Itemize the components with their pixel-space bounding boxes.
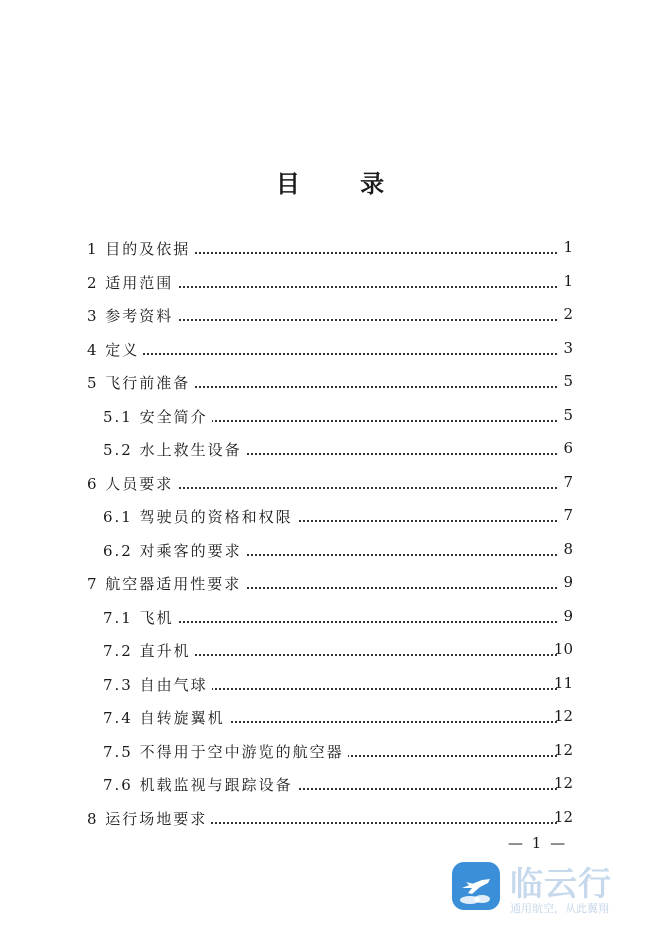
toc-entry-page: 1 — [563, 271, 573, 290]
toc-row — [0, 233, 660, 263]
toc-entry-label: 5.1 安全简介 — [103, 406, 212, 427]
toc-entry-label: 6 人员要求 — [87, 473, 177, 494]
page-number: — 1 — — [508, 834, 568, 852]
toc-entry-label: 2 适用范围 — [87, 272, 177, 293]
toc-row — [0, 401, 660, 431]
toc-entry-page: 10 — [553, 640, 573, 658]
toc-row — [0, 367, 660, 397]
toc-entry-label: 6.2 对乘客的要求 — [103, 540, 246, 561]
toc-row — [0, 702, 660, 732]
watermark-slogan: 通用航空，从此翼翔 — [510, 902, 609, 915]
toc-entry-label: 7.5 不得用于空中游览的航空器 — [103, 741, 348, 762]
toc-entry-page: 2 — [563, 305, 573, 323]
toc-entry-page: 12 — [553, 807, 573, 826]
toc-entry-page: 5 — [563, 372, 573, 390]
toc-entry-page: 9 — [563, 606, 573, 625]
toc-entry-label: 7.1 飞机 — [103, 607, 178, 628]
toc-leader-dots — [87, 353, 557, 355]
toc-entry-page: 6 — [563, 439, 573, 457]
toc-row — [0, 434, 660, 464]
toc-row — [0, 803, 660, 833]
toc-entry-label: 5 飞行前准备 — [87, 372, 194, 393]
toc-entry-page: 7 — [563, 472, 573, 491]
toc-entry-page: 8 — [563, 539, 573, 558]
watermark — [452, 856, 652, 926]
toc-entry-page: 12 — [553, 740, 573, 759]
toc-entry-label: 7.3 自由气球 — [103, 674, 212, 695]
toc-entry-page: 1 — [563, 238, 573, 256]
toc-entry-label: 4 定义 — [87, 339, 143, 360]
toc-row — [0, 300, 660, 330]
toc-entry-label: 7 航空器适用性要求 — [87, 573, 245, 594]
toc-entry-label: 7.6 机载监视与跟踪设备 — [103, 774, 297, 795]
toc-entry-page: 12 — [553, 774, 573, 792]
toc-entry-label: 3 参考资料 — [87, 305, 177, 326]
page-title: 目 录 — [275, 170, 411, 198]
toc-entry-page: 3 — [563, 338, 573, 357]
toc-row — [0, 602, 660, 632]
airplane-cloud-icon — [452, 862, 500, 910]
toc-row — [0, 635, 660, 665]
toc-entry-label: 1 目的及依据 — [87, 238, 194, 259]
toc-entry-page: 7 — [563, 506, 573, 524]
toc-entry-label: 7.4 自转旋翼机 — [103, 707, 229, 728]
toc-row — [0, 334, 660, 364]
toc-row — [0, 501, 660, 531]
toc-row — [0, 568, 660, 598]
toc-row — [0, 535, 660, 565]
toc-row — [0, 769, 660, 799]
toc-entry-label: 7.2 直升机 — [103, 640, 195, 661]
toc-entry-page: 12 — [553, 707, 573, 725]
toc-entry-label: 6.1 驾驶员的资格和权限 — [103, 506, 297, 527]
toc-row — [0, 267, 660, 297]
watermark-brand: 临云行 — [510, 864, 612, 903]
toc-row — [0, 669, 660, 699]
toc-entry-page: 9 — [563, 573, 573, 591]
toc-row — [0, 736, 660, 766]
toc-entry-page: 11 — [553, 673, 573, 692]
toc-entry-label: 5.2 水上救生设备 — [103, 439, 246, 460]
toc-row — [0, 468, 660, 498]
toc-entry-page: 5 — [563, 405, 573, 424]
toc-entry-label: 8 运行场地要求 — [87, 808, 211, 829]
